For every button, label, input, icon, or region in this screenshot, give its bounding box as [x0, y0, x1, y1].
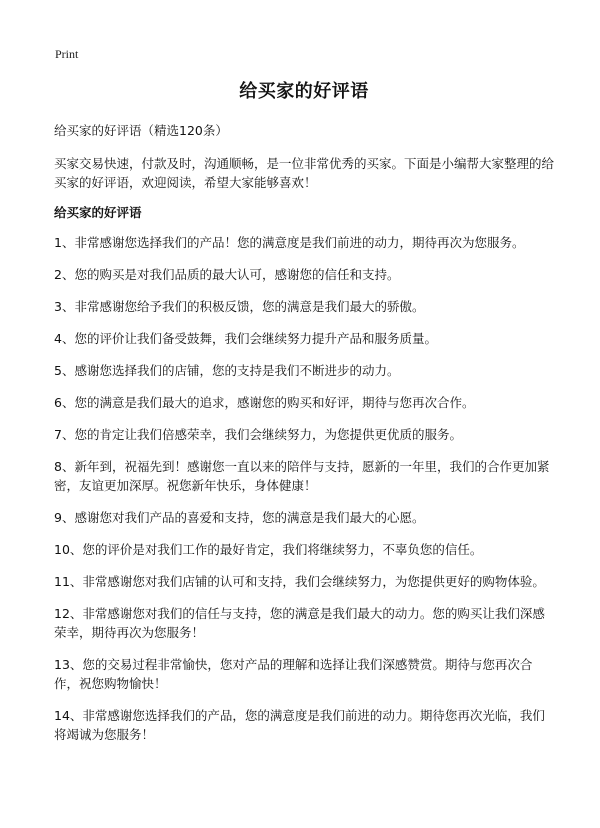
document-subtitle: 给买家的好评语（精选120条）	[54, 123, 228, 138]
review-item: 13、您的交易过程非常愉快，您对产品的理解和选择让我们深感赞赏。期待与您再次合作，祝您购物愉快！	[54, 657, 533, 691]
review-item: 9、感谢您对我们产品的喜爱和支持，您的满意是我们最大的心愿。	[54, 510, 425, 525]
print-link[interactable]: Print	[55, 47, 79, 61]
review-item: 5、感谢您选择我们的店铺，您的支持是我们不断进步的动力。	[54, 363, 400, 378]
review-item: 10、您的评价是对我们工作的最好肯定，我们将继续努力，不辜负您的信任。	[54, 542, 483, 557]
document-body	[54, 80, 554, 757]
intro-paragraph: 买家交易快速，付款及时，沟通顺畅，是一位非常优秀的买家。下面是小编帮大家整理的给买家的好评语，欢迎阅读，希望大家能够喜欢！	[54, 156, 555, 190]
review-item: 14、非常感谢您选择我们的产品，您的满意度是我们前进的动力。期待您再次光临，我们将竭诚为您服务！	[54, 708, 545, 742]
review-list	[54, 233, 554, 744]
review-item: 7、您的肯定让我们倍感荣幸，我们会继续努力，为您提供更优质的服务。	[54, 427, 462, 442]
review-item: 11、非常感谢您对我们店铺的认可和支持，我们会继续努力，为您提供更好的购物体验。	[54, 574, 545, 589]
section-heading: 给买家的好评语	[54, 205, 142, 220]
review-item: 6、您的满意是我们最大的追求，感谢您的购买和好评，期待与您再次合作。	[54, 395, 475, 410]
review-item: 12、非常感谢您对我们的信任与支持，您的满意是我们最大的动力。您的购买让我们深感荣幸，期待再次为您服务！	[54, 606, 545, 640]
page-title: 给买家的好评语	[239, 81, 369, 102]
review-item: 8、新年到，祝福先到！感谢您一直以来的陪伴与支持，愿新的一年里，我们的合作更加紧密，友谊更加深厚。祝您新年快乐，身体健康！	[54, 459, 550, 493]
review-item: 2、您的购买是对我们品质的最大认可，感谢您的信任和支持。	[54, 267, 400, 282]
review-item: 4、您的评价让我们备受鼓舞，我们会继续努力提升产品和服务质量。	[54, 331, 437, 346]
review-item: 1、非常感谢您选择我们的产品！您的满意度是我们前进的动力，期待再次为您服务。	[54, 235, 525, 250]
review-item: 3、非常感谢您给予我们的积极反馈，您的满意是我们最大的骄傲。	[54, 299, 425, 314]
